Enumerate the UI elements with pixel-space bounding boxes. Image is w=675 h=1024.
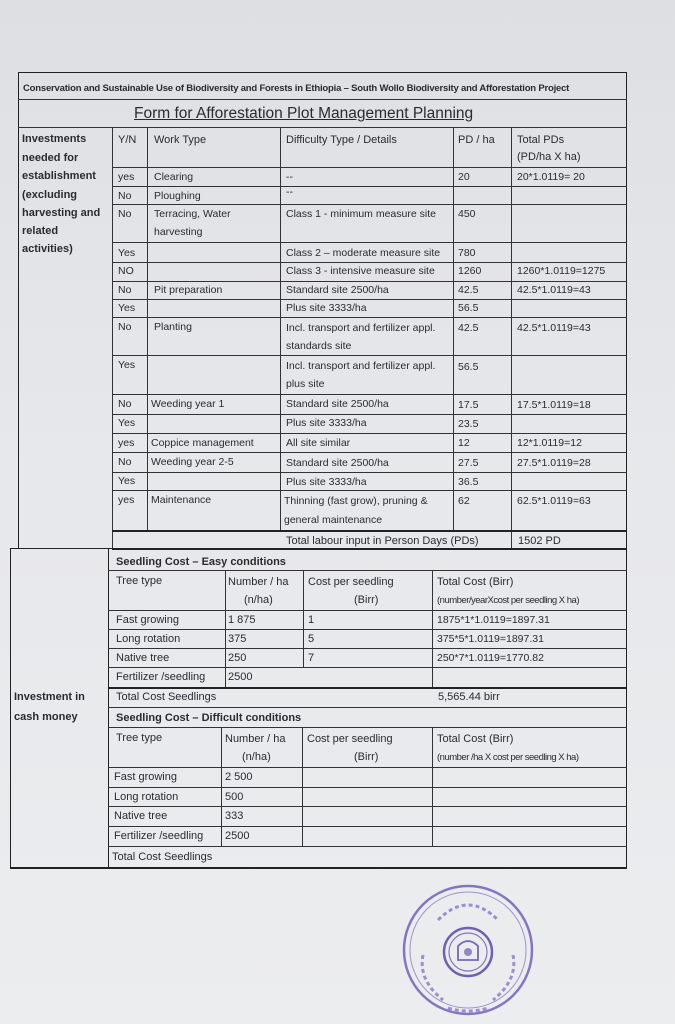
- difficult-header-total: Total Cost (Birr): [437, 733, 514, 745]
- difficult-header-cost: Cost per seedling: [307, 733, 393, 745]
- official-stamp: [398, 880, 538, 1020]
- easy-header-total: Total Cost (Birr): [437, 576, 514, 588]
- header-yn: Y/N: [118, 134, 137, 146]
- difficult-header-number: Number / ha: [225, 733, 286, 745]
- header-work-type: Work Type: [154, 134, 207, 146]
- header-pd-ha: PD / ha: [458, 134, 495, 146]
- form-title: Form for Afforestation Plot Management Planning: [134, 105, 474, 122]
- project-title: Conservation and Sustainable Use of Biodiversity and Forests in Ethiopia – South Wollo Biodiversity and Afforestation Project: [23, 83, 570, 94]
- difficult-section-title: Seedling Cost – Difficult conditions: [116, 712, 302, 724]
- section2-label-line2: cash money: [14, 711, 78, 723]
- easy-total-label: Total Cost Seedlings: [116, 691, 217, 703]
- total-labour-label: Total labour input in Person Days (PDs): [286, 535, 479, 547]
- easy-section-title: Seedling Cost – Easy conditions: [116, 556, 286, 568]
- header-total-pds: Total PDs: [517, 134, 565, 146]
- easy-header-cost: Cost per seedling: [308, 576, 394, 588]
- easy-header-type: Tree type: [116, 575, 163, 587]
- difficult-header-type: Tree type: [116, 732, 163, 744]
- easy-header-number: Number / ha: [228, 576, 289, 588]
- section2-label-line1: Investment in: [14, 691, 85, 703]
- header-difficulty: Difficulty Type / Details: [286, 134, 397, 146]
- easy-total-value: 5,565.44 birr: [438, 691, 500, 703]
- total-labour-value: 1502 PD: [518, 535, 561, 547]
- difficult-total-label: Total Cost Seedlings: [112, 851, 213, 863]
- header-total-pds-formula: (PD/ha X ha): [517, 151, 581, 163]
